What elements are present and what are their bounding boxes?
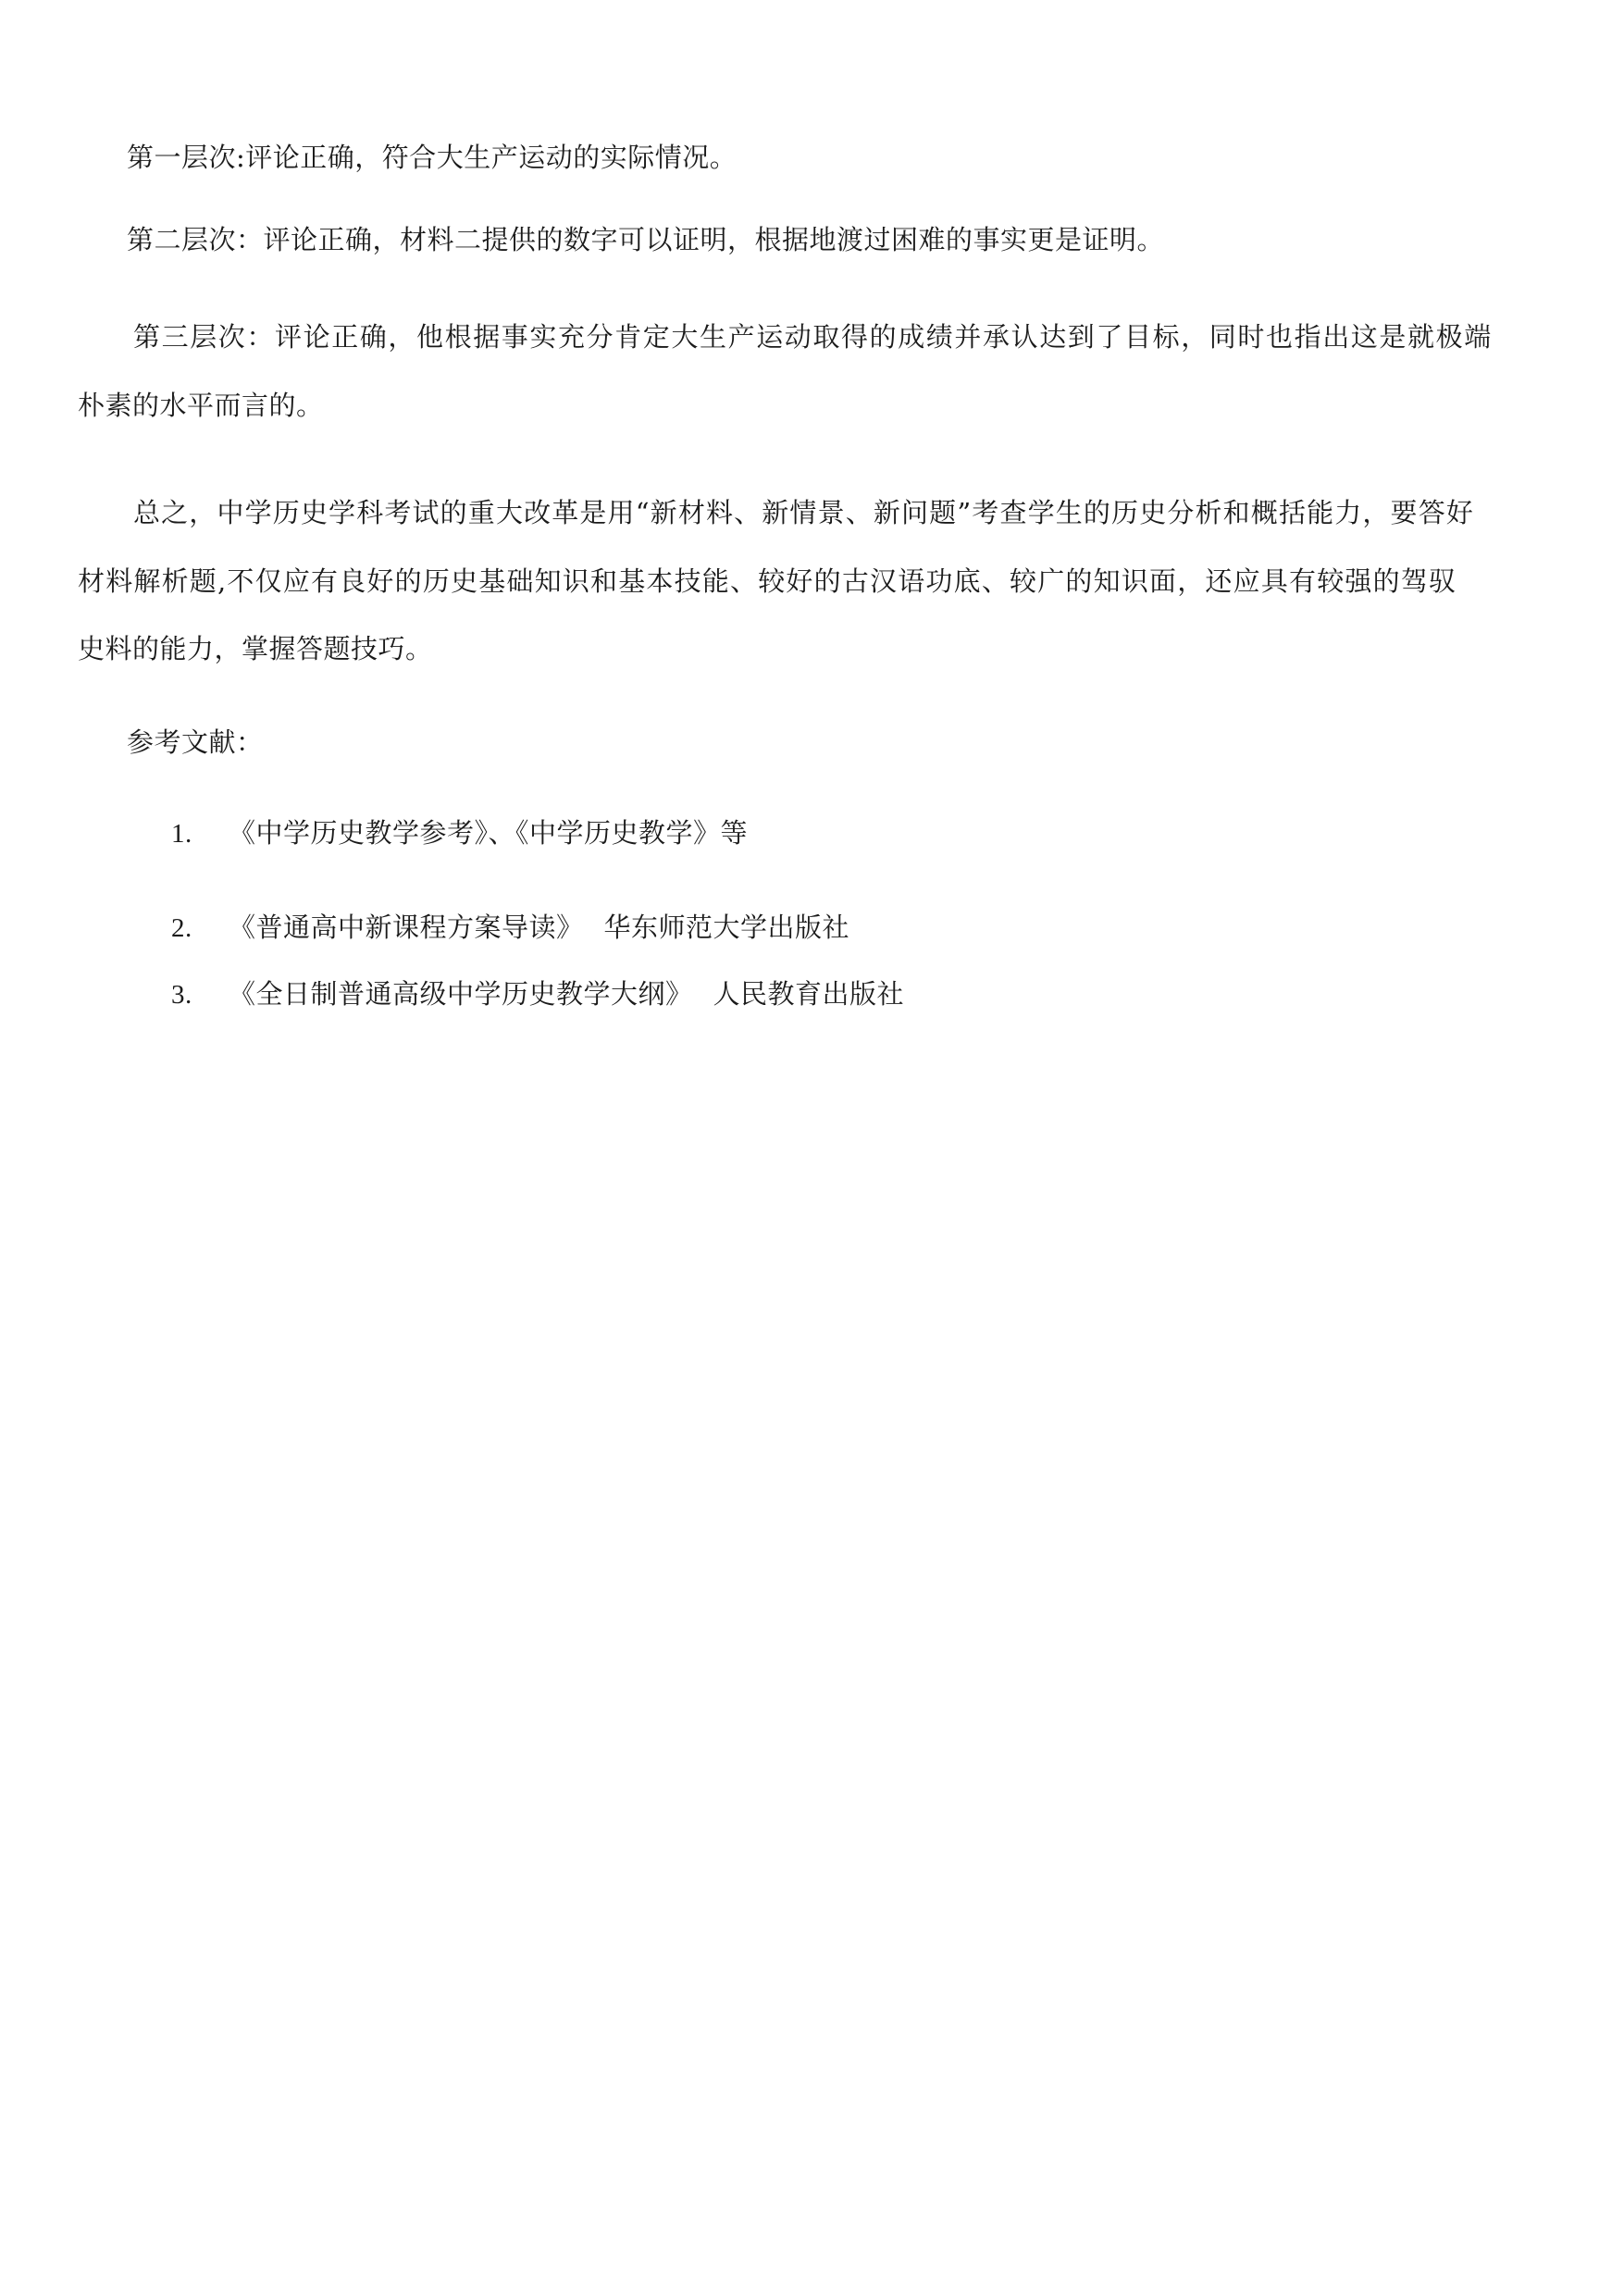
reference-publisher: 华东师范大学出版社 [603,912,850,943]
paragraph-summary-line-2: 材料解析题,不仅应有良好的历史基础知识和基本技能、较好的古汉语功底、较广的知识面，还应具有较强的驾驭 [78,565,1457,597]
reference-title: 《全日制普通高级中学历史教学大纲》 [229,978,693,1010]
paragraph-level-three-line-1: 第三层次：评论正确，他根据事实充分肯定大生产运动取得的成绩并承认达到了目标，同时也指出这是就极端 [133,321,1493,353]
references-heading: 参考文献： [127,726,264,758]
reference-number: 2. [171,913,192,943]
reference-title: 《普通高中新课程方案导读》 [229,912,584,943]
reference-item [171,914,849,942]
reference-publisher: 人民教育出版社 [713,978,905,1010]
reference-number: 1. [171,819,192,849]
reference-item [171,817,768,849]
reference-item [171,978,905,1010]
reference-title: 《中学历史教学参考》、《中学历史教学》等 [229,817,749,849]
paragraph-summary-line-1: 总之，中学历史学科考试的重大改革是用“新材料、新情景、新问题”考查学生的历史分析和概括能力，要答好 [133,497,1475,528]
paragraph-summary-line-3: 史料的能力，掌握答题技巧。 [78,633,433,664]
paragraph-level-one: 第一层次:评论正确，符合大生产运动的实际情况。 [127,142,738,173]
reference-number: 3. [171,980,192,1010]
paragraph-level-three-line-2: 朴素的水平而言的。 [78,390,324,421]
paragraph-level-two: 第二层次：评论正确，材料二提供的数字可以证明，根据地渡过困难的事实更是证明。 [127,224,1165,255]
